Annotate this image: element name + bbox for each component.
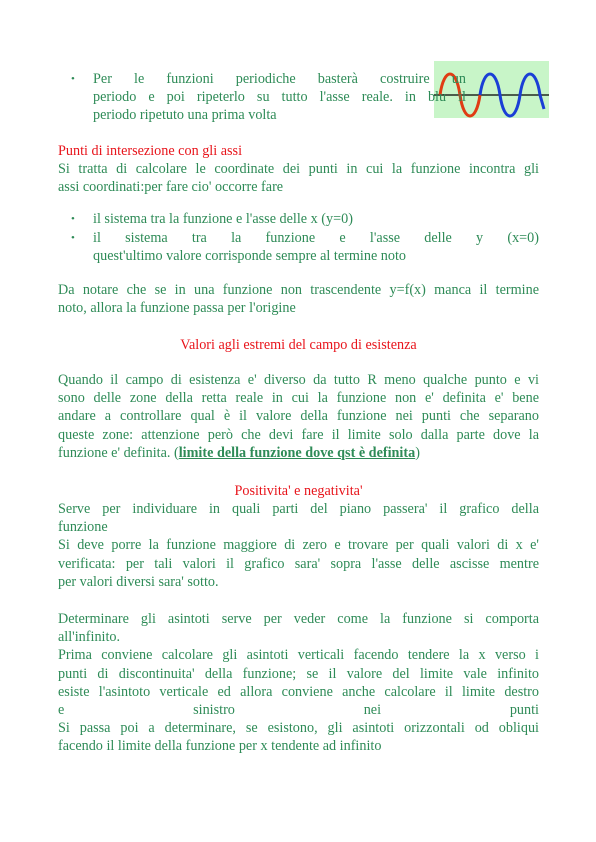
text-line: funzione: [58, 519, 108, 536]
asintoti-paragraph: [58, 610, 539, 756]
text-line: Per le funzioni periodiche basterà costruire un: [93, 71, 466, 87]
bullet-asse-x: [71, 210, 539, 228]
section-heading-positivita: Positivita' e negativita': [234, 483, 363, 499]
text-line: Si deve porre la funzione maggiore di zero e trovare per quali valori di x e': [58, 537, 539, 554]
text-line: all'infinito.: [58, 629, 121, 646]
text-line: e sinistro nei punti: [58, 702, 539, 719]
text-line: queste zone: attenzione però che devi fare il limite solo dalla parte dove la: [58, 426, 539, 443]
bullet-icon: •: [71, 232, 75, 244]
text-line: Da notare che se in una funzione non trascendente y=f(x) manca il termine: [58, 282, 539, 298]
text-fragment: ): [415, 444, 420, 461]
text-line: sono delle zone della retta reale in cui la funzione non e' definita e' bene: [58, 390, 539, 407]
text-fragment: funzione e' definita. (: [58, 444, 179, 461]
text-line: quest'ultimo valore corrisponde sempre al termine noto: [93, 248, 407, 265]
limite-link[interactable]: limite della funzione dove qst è definita: [178, 444, 416, 461]
section-heading-intersezioni: Punti di intersezione con gli assi: [58, 143, 243, 159]
text-line: Serve per individuare in quali parti del piano passera' il grafico della: [58, 501, 539, 517]
text-line: periodo e poi ripeterlo su tutto l'asse reale. in blu il: [93, 89, 466, 106]
text-line: assi coordinati:per fare cio' occorre fare: [58, 179, 284, 196]
text-line: il sistema tra la funzione e l'asse delle x (y=0): [93, 211, 353, 227]
text-line: andare a controllare qual è il valore della funzione nei punti che separano: [58, 408, 539, 425]
estremi-paragraph: [58, 371, 539, 462]
bullet-icon: •: [71, 213, 75, 225]
text-line: Quando il campo di esistenza e' diverso da tutto R meno qualche punto e vi: [58, 372, 539, 388]
intersezioni-intro: [58, 160, 539, 196]
text-line: Determinare gli asintoti serve per veder come la funzione si comporta: [58, 611, 539, 627]
periodic-functions-bullet: [71, 70, 466, 125]
bullet-icon: •: [71, 73, 75, 85]
text-line: facendo il limite della funzione per x tendente ad infinito: [58, 738, 382, 755]
bullet-asse-y: [71, 229, 539, 265]
text-line: per valori diversi sara' sotto.: [58, 573, 219, 590]
positivita-paragraph: [58, 500, 539, 591]
section-heading-estremi: Valori agli estremi del campo di esistenza: [180, 337, 417, 353]
note-paragraph: [58, 281, 539, 317]
text-line: [58, 444, 539, 462]
text-line: Prima conviene calcolare gli asintoti verticali facendo tendere la x verso i: [58, 647, 539, 664]
text-line: il sistema tra la funzione e l'asse delle y (x=0): [93, 230, 539, 246]
text-line: punti di discontinuita' della funzione; se il valore del limite vale infinito: [58, 665, 539, 682]
text-line: periodo ripetuto una prima volta: [93, 107, 277, 124]
text-line: noto, allora la funzione passa per l'origine: [58, 300, 296, 317]
text-line: verificata: per tali valori il grafico sara' sopra l'asse delle ascisse mentre: [58, 555, 539, 572]
text-line: Si tratta di calcolare le coordinate dei punti in cui la funzione incontra gli: [58, 161, 539, 177]
text-line: esiste l'asintoto verticale ed allora conviene anche calcolare il limite destro: [58, 683, 539, 700]
text-line: Si passa poi a determinare, se esistono, gli asintoti orizzontali od obliqui: [58, 720, 539, 737]
